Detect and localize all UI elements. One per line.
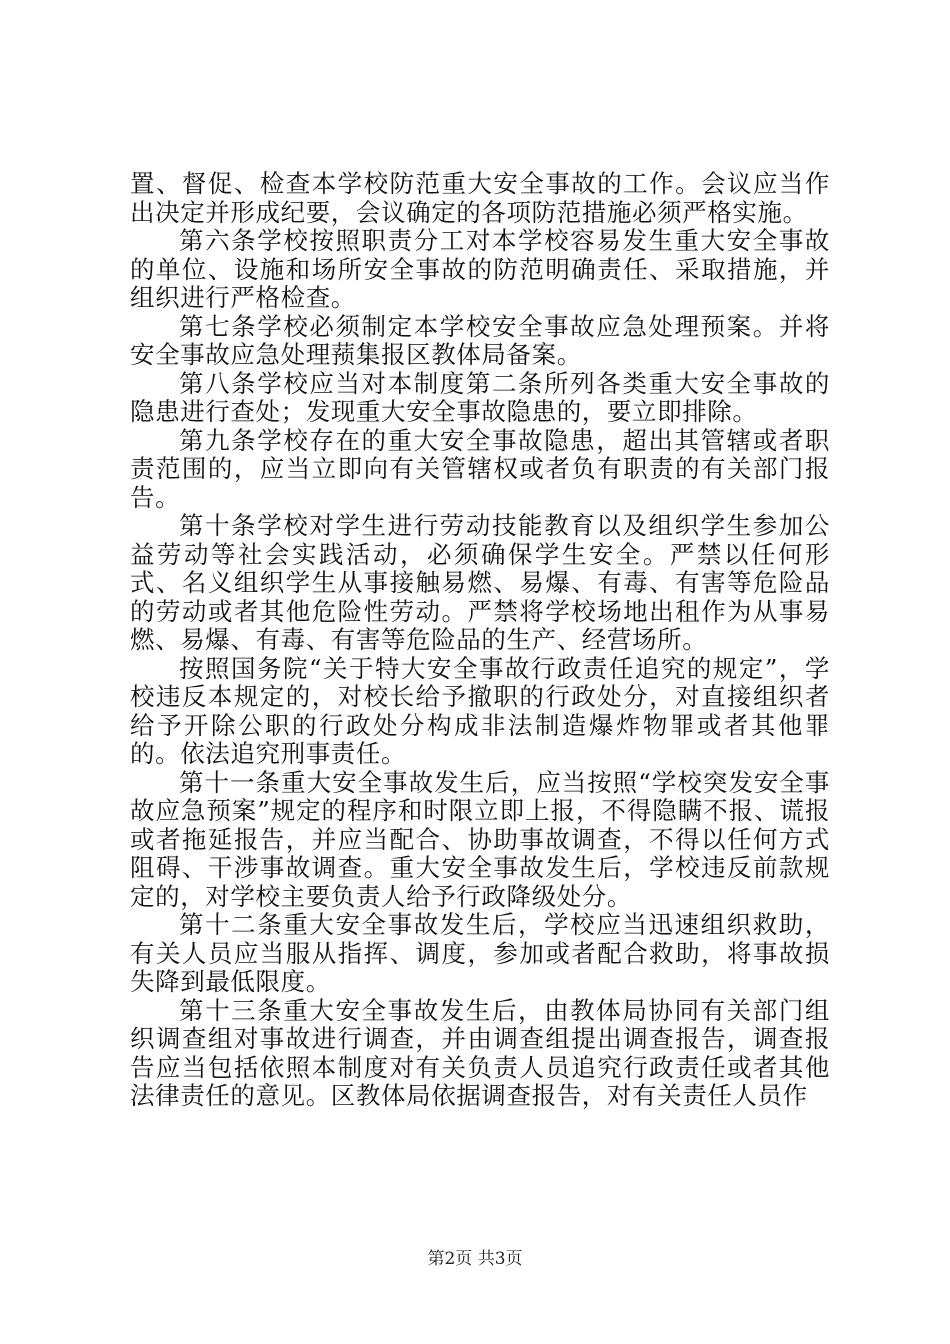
paragraph-state-council-rule: 按照国务院“关于特大安全事故行政责任追究的规定”，学校违反本规定的，对校长给予撤职的行政处分，对直接组织者给予开除公职的行政处分构成非法制造爆炸物罪或者其他罪的。依法追究刑事责任。 [130, 653, 830, 768]
paragraph-article-8: 第八条学校应当对本制度第二条所列各类重大安全事故的隐患进行查处；发现重大安全事故隐患的，要立即排除。 [130, 368, 830, 426]
paragraph-article-6: 第六条学校按照职责分工对本学校容易发生重大安全事故的单位、设施和场所安全事故的防范明确责任、采取措施，并组织进行严格检查。 [130, 226, 830, 312]
paragraph-article-10: 第十条学校对学生进行劳动技能教育以及组织学生参加公益劳动等社会实践活动，必须确保学生安全。严禁以任何形式、名义组织学生从事接触易燃、易爆、有毒、有害等危险品的劳动或者其他危险性劳动。严禁将学校场地出租作为从事易燃、易爆、有毒、有害等危险品的生产、经营场所。 [130, 511, 830, 654]
paragraph-article-12: 第十二条重大安全事故发生后，学校应当迅速组织救助，有关人员应当服从指挥、调度，参加或者配合救助，将事故损失降到最低限度。 [130, 910, 830, 996]
paragraph-article-9: 第九条学校存在的重大安全事故隐患，超出其管辖或者职责范围的，应当立即向有关管辖权或者负有职责的有关部门报告。 [130, 425, 830, 512]
paragraph-article-13: 第十三条重大安全事故发生后，由教体局协同有关部门组织调查组对事故进行调查，并由调查组提出调查报告，调查报告应当包括依照本制度对有关负责人员追究行政责任或者其他法律责任的意见。区教体局依据调查报告，对有关责任人员作 [130, 995, 830, 1110]
document-body [130, 170, 830, 1111]
page-number-footer: 第2页 共3页 [427, 1249, 523, 1269]
paragraph-article-7: 第七条学校必须制定本学校安全事故应急处理预案。并将安全事故应急处理蓣集报区教体局备案。 [130, 311, 830, 369]
paragraph-article-11: 第十一条重大安全事故发生后，应当按照“学校突发安全事故应急预案”规定的程序和时限立即上报，不得隐瞒不报、谎报或者拖延报告，并应当配合、协助事故调查，不得以任何方式阻碍、干涉事故调查。重大安全事故发生后，学校违反前款规定的，对学校主要负责人给予行政降级处分。 [130, 767, 830, 911]
paragraph-continuation: 置、督促、检查本学校防范重大安全事故的工作。会议应当作出决定并形成纪要，会议确定的各项防范措施必须严格实施。 [130, 169, 830, 227]
